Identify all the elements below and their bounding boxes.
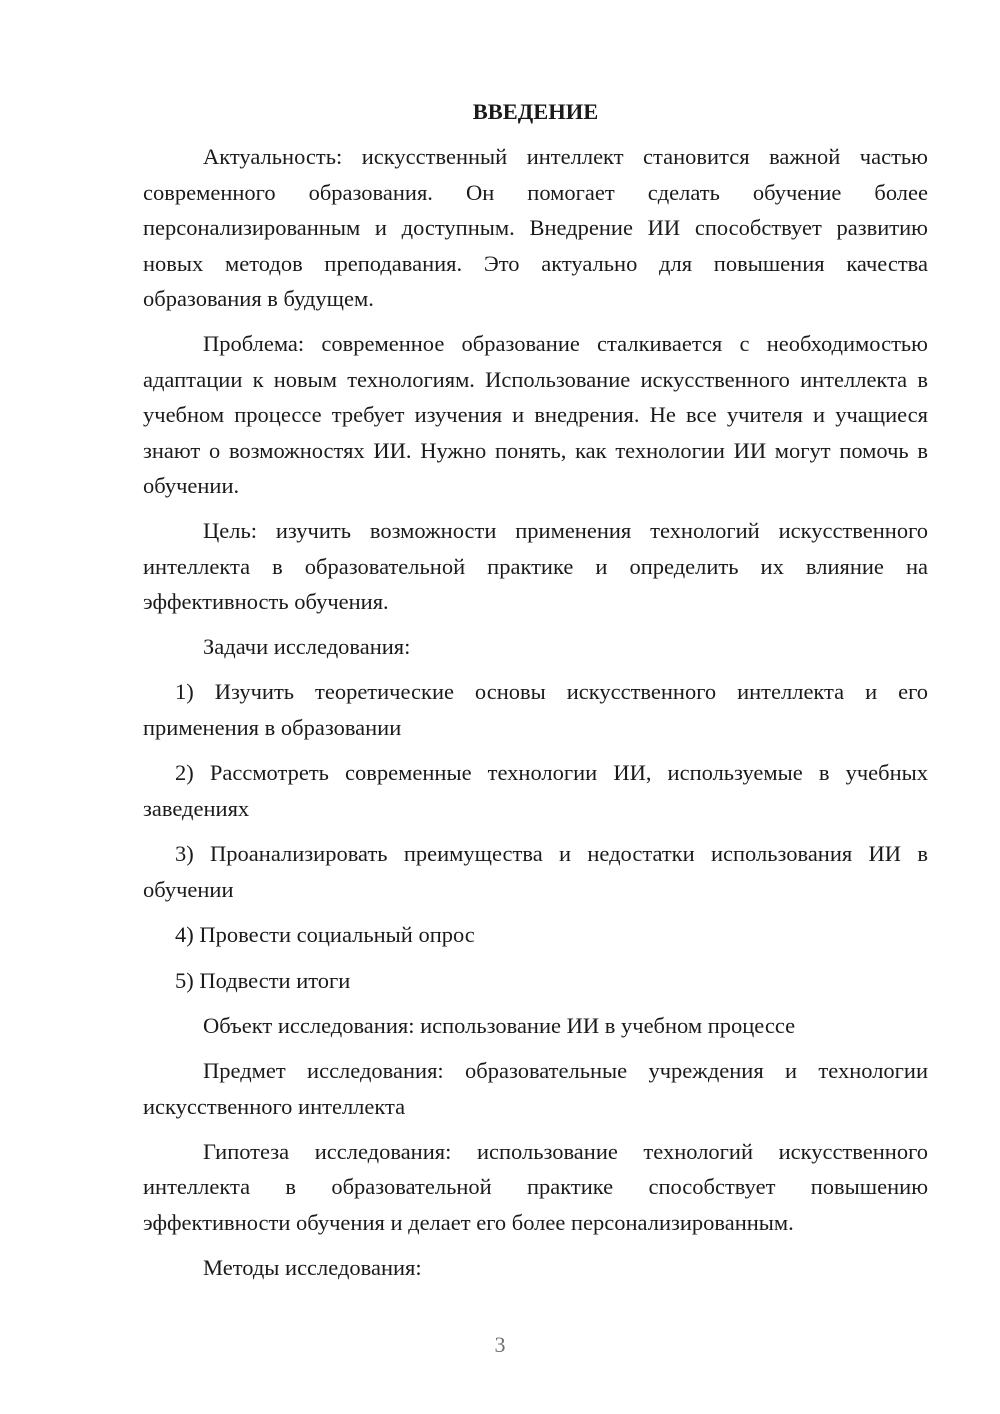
section-title: ВВЕДЕНИЕ: [472, 99, 599, 124]
paragraph-methods: Методы исследования:: [203, 1254, 422, 1280]
paragraph-hypothesis: Гипотеза исследования: использование технологий искусственного интеллекта в образовательной практике способствует повышению эффективности обучения и делает его более персонализированным.: [143, 1138, 928, 1235]
paragraph-problem: Проблема: современное образование сталкивается с необходимостью адаптации к новым технологиям. Использование искусственного интеллекта в учебном процессе требует изучения и внедрения. Не все учителя и учащиеся знают о возможностях ИИ. Нужно понять, как технологии ИИ могут помочь в обучении.: [143, 331, 928, 498]
task-item-4: 4) Провести социальный опрос: [175, 922, 475, 947]
page-number: 3: [494, 1332, 506, 1357]
task-item-3: 3) Проанализировать преимущества и недостатки использования ИИ в обучении: [143, 841, 928, 902]
task-item-1: 1) Изучить теоретические основы искусственного интеллекта и его применения в образовании: [143, 679, 928, 740]
task-item-5: 5) Подвести итоги: [175, 967, 351, 993]
paragraph-relevance: Актуальность: искусственный интеллект становится важной частью современного образования. Он помогает сделать обучение более персонализированным и доступным. Внедрение ИИ способствует развитию новых методов преподавания. Это актуально для повышения качества образования в будущем.: [143, 144, 928, 311]
paragraph-subject: Предмет исследования: образовательные учреждения и технологии искусственного интеллекта: [143, 1058, 928, 1119]
page-content: [143, 94, 928, 1295]
paragraph-tasks-heading: Задачи исследования:: [203, 634, 411, 659]
paragraph-goal: Цель: изучить возможности применения технологий искусственного интеллекта в образовательной практике и определить их влияние на эффективность обучения.: [143, 518, 928, 614]
paragraph-object: Объект исследования: использование ИИ в учебном процессе: [203, 1013, 796, 1038]
task-item-2: 2) Рассмотреть современные технологии ИИ, используемые в учебных заведениях: [143, 760, 928, 821]
